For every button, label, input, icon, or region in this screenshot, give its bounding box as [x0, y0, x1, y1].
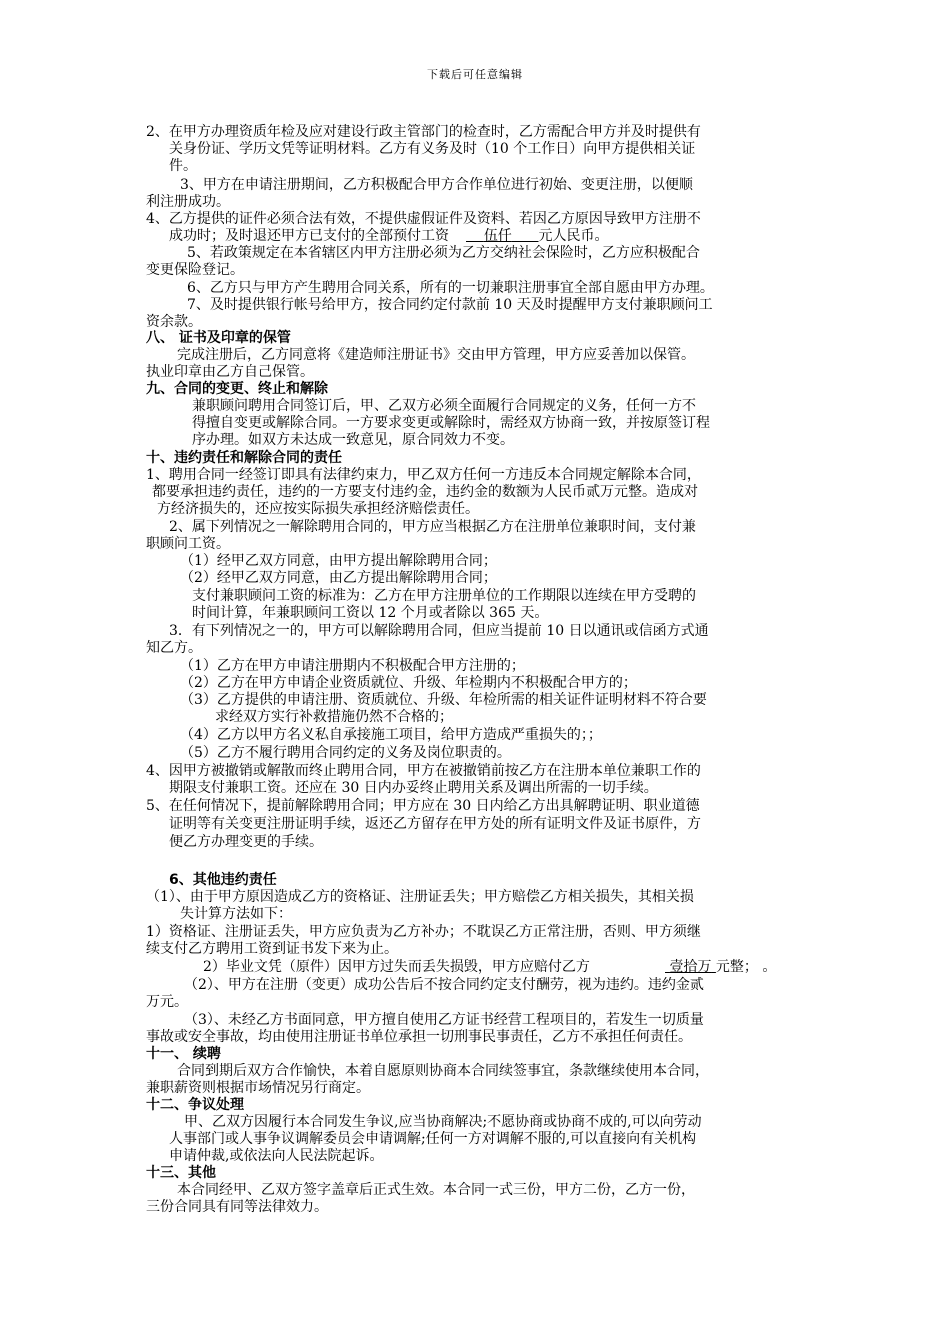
- text-line: 本合同经甲、乙双方签字盖章后正式生效。本合同一式三份，甲方二份，乙方一份，: [177, 1182, 695, 1198]
- section-heading: 十三、其他: [146, 1165, 216, 1181]
- text-line: 时间计算，年兼职顾问工资以 12 个月或者除以 365 天。: [192, 605, 549, 621]
- text-line: 求经双方实行补救措施仍然不合格的；: [215, 709, 453, 725]
- text-line: 事故或安全事故，均由使用注册证书单位承担一切刑事民事责任，乙方不承担任何责任。: [146, 1029, 692, 1045]
- text-line: 3、甲方在申请注册期间，乙方积极配合甲方合作单位进行初始、变更注册，以便顺: [180, 177, 693, 193]
- text-line: 成功时；及时退还甲方已支付的全部预付工资: [169, 228, 449, 244]
- text-line: 得擅自变更或解除合同。一方要求变更或解除时，需经双方协商一致，并按原签订程: [192, 415, 710, 431]
- text-line: 知乙方。: [146, 640, 202, 656]
- text-line: 件。: [169, 158, 197, 174]
- text-line: 资余款。: [146, 314, 202, 330]
- text-line: （1）乙方在甲方申请注册期内不积极配合甲方注册的；: [180, 658, 525, 674]
- section-heading: 九、合同的变更、终止和解除: [146, 381, 328, 397]
- text-line: 申请仲裁,或依法向人民法院起诉。: [169, 1148, 384, 1164]
- section-heading: 6、其他违约责任: [169, 872, 277, 888]
- text-line: 关身份证、学历文凭等证明材料。乙方有义务及时（10 个工作日）向甲方提供相关证: [169, 141, 696, 157]
- text-line: 兼职薪资则根据市场情况另行商定。: [146, 1080, 370, 1096]
- text-line: 职顾问工资。: [146, 536, 230, 552]
- section-heading: 十二、争议处理: [146, 1097, 244, 1113]
- text-line: 4、因甲方被撤销或解散而终止聘用合同，甲方在被撤销前按乙方在注册本单位兼职工作的: [146, 763, 701, 779]
- text-line: （3）、未经乙方书面同意，甲方擅自使用乙方证书经营工程项目的，若发生一切质量: [184, 1012, 704, 1028]
- text-line: （1）经甲乙双方同意，由甲方提出解除聘用合同；: [180, 553, 497, 569]
- text-line: 3．有下列情况之一的，甲方可以解除聘用合同，但应当提前 10 日以通讯或信函方式通: [169, 623, 709, 639]
- text-line: 1、聘用合同一经签订即具有法律约束力，甲乙双方任何一方违反本合同规定解除本合同，: [146, 467, 701, 483]
- text-line: 支付兼职顾问工资的标准为：乙方在甲方注册单位的工作期限以连续在甲方受聘的: [192, 588, 696, 604]
- text-line: 续支付乙方聘用工资到证书发下来为止。: [146, 941, 398, 957]
- text-line: （1）、由于甲方原因造成乙方的资格证、注册证丢失；甲方赔偿乙方相关损失，其相关损: [146, 889, 694, 905]
- text-line: 5、在任何情况下，提前解除聘用合同；甲方应在 30 日内给乙方出具解聘证明、职业道德: [146, 798, 700, 814]
- text-line: 合同到期后双方合作愉快，本着自愿原则协商本合同续签事宜，条款继续使用本合同，: [177, 1063, 709, 1079]
- salary-amount: 伍仟: [483, 228, 512, 244]
- diploma-amount: 壹拾万: [669, 959, 712, 975]
- text-line: 完成注册后，乙方同意将《建造师注册证书》交由甲方管理，甲方应妥善加以保管。: [177, 347, 695, 363]
- text-line: （3）乙方提供的申请注册、资质就位、升级、年检所需的相关证件证明材料不符合要: [180, 692, 707, 708]
- text-line: 利注册成功。: [146, 194, 230, 210]
- text-line: 2、属下列情况之一解除聘用合同的，甲方应当根据乙方在注册单位兼职时间，支付兼: [169, 519, 696, 535]
- text-line: 1）资格证、注册证丢失，甲方应负责为乙方补办；不耽误乙方正常注册，否则、甲方须继: [146, 924, 701, 940]
- text-line: 甲、乙双方因履行本合同发生争议,应当协商解决;不愿协商或协商不成的,可以向劳动: [184, 1114, 702, 1130]
- text-line: 兼职顾问聘用合同签订后，甲、乙双方必须全面履行合同规定的义务，任何一方不: [192, 398, 696, 414]
- section-heading: 八、 证书及印章的保管: [146, 330, 291, 346]
- text-line: 期限支付兼职工资。还应在 30 日内办妥终止聘用关系及调出所需的一切手续。: [169, 780, 658, 796]
- section-heading: 十、违约责任和解除合同的责任: [146, 450, 342, 466]
- text-line: （2）乙方在甲方申请企业资质就位、升级、年检期内不积极配合甲方的；: [180, 675, 637, 691]
- diploma-amount-line: [665, 959, 776, 976]
- section-heading: 十一、 续聘: [146, 1046, 221, 1062]
- text-line: 三份合同具有同等法律效力。: [146, 1199, 328, 1215]
- salary-amount-line: [466, 228, 609, 245]
- text-line: 方经济损失的，还应按实际损失承担经济赔偿责任。: [157, 501, 479, 517]
- text-line: （2）经甲乙双方同意，由乙方提出解除聘用合同；: [180, 570, 497, 586]
- text-line: （4）乙方以甲方名义私自承接施工项目，给甲方造成严重损失的；；: [180, 727, 602, 743]
- text-line: 2、在甲方办理资质年检及应对建设行政主管部门的检查时，乙方需配合甲方并及时提供有: [146, 124, 701, 140]
- text-line: 万元。: [146, 994, 188, 1010]
- text-line: 2）毕业文凭（原件）因甲方过失而丢失损毁，甲方应赔付乙方: [203, 959, 590, 975]
- text-line: 变更保险登记。: [146, 262, 244, 278]
- text-line: 证明等有关变更注册证明手续，返还乙方留存在甲方处的所有证明文件及证书原件，方: [169, 816, 701, 832]
- text-line: （2）、甲方在注册（变更）成功公告后不按合同约定支付酬劳，视为违约。违约金贰: [184, 977, 704, 993]
- text-line: （5）乙方不履行聘用合同约定的义务及岗位职责的。: [180, 745, 511, 761]
- text-line: 人事部门或人事争议调解委员会申请调解;任何一方对调解不服的,可以直接向有关机构: [169, 1131, 697, 1147]
- text-line: 7、及时提供银行帐号给甲方，按合同约定付款前 10 天及时提醒甲方支付兼职顾问工: [187, 297, 713, 313]
- text-line: 5、若政策规定在本省辖区内甲方注册必须为乙方交纳社会保险时，乙方应积极配合: [187, 245, 700, 261]
- text-line: 便乙方办理变更的手续。: [169, 834, 323, 850]
- text-line: 序办理。如双方未达成一致意见，原合同效力不变。: [192, 432, 514, 448]
- text-line: 执业印章由乙方自己保管。: [146, 364, 314, 380]
- diploma-tail: 元整； 。: [715, 959, 777, 975]
- text-line: 失计算方法如下：: [180, 906, 292, 922]
- text-line: 4、乙方提供的证件必须合法有效，不提供虚假证件及资料、若因乙方原因导致甲方注册不: [146, 211, 701, 227]
- page-header: 下载后可任意编辑: [427, 68, 523, 81]
- text-line: 都要承担违约责任，违约的一方要支付违约金，违约金的数额为人民币贰万元整。造成对: [152, 484, 698, 500]
- text-line: 6、乙方只与甲方产生聘用合同关系，所有的一切兼职注册事宜全部自愿由甲方办理。: [187, 280, 714, 296]
- salary-tail: 元人民币。: [538, 228, 609, 244]
